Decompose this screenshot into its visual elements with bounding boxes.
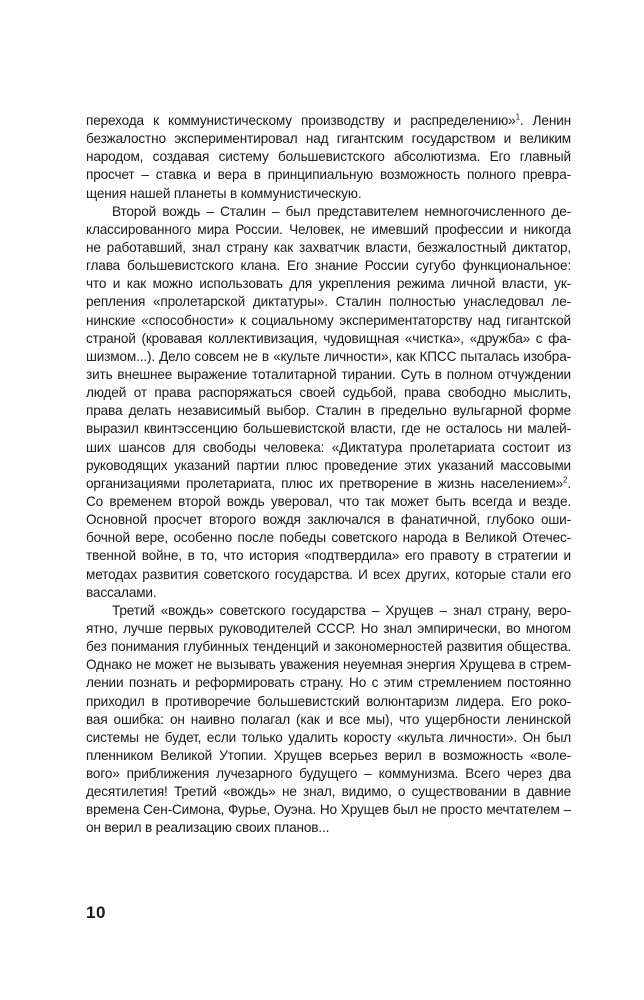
text-line: просчет – ставка и вера в принципиальную возможность полного превра- bbox=[86, 167, 571, 183]
text-line: лении познать и реформировать страну. Но с этим стремлением постоянно bbox=[86, 675, 571, 691]
text-line: перехода к коммунистическому производству и распределению»$^1$. Ленин bbox=[86, 112, 571, 128]
text-line: репления «пролетарской диктатуры». Сталин полностью унаследовал ле- bbox=[86, 294, 571, 310]
text-line: Однако не может не вызывать уважения неуемная энергия Хрущева в стрем- bbox=[86, 657, 571, 673]
text-line: Со временем второй вождь уверовал, что так может быть всегда и везде. bbox=[86, 493, 571, 509]
text-line: страной (кровавая коллективизация, чудовищная «чистка», «дружба» с фа- bbox=[86, 330, 571, 346]
text-line: нинские «способности» к социальному экспериментаторству над гигантской bbox=[86, 312, 571, 328]
text-line: времена Сен-Симона, Фурье, Оуэна. Но Хрущев был не просто мечтателем – bbox=[86, 802, 571, 818]
text-line: вая ошибка: он наивно полагал (как и все мы), что ущербности ленинской bbox=[86, 711, 571, 727]
text-line: приходил в противоречие большевистский волюнтаризм лидера. Его роко- bbox=[86, 693, 571, 709]
text-line: без понимания глубинных тенденций и закономерностей развития общества. bbox=[86, 639, 571, 655]
page-number: 10 bbox=[86, 903, 106, 922]
text-line: пленником Великой Утопии. Хрущев всерьез верил в возможность «воле- bbox=[86, 747, 571, 763]
text-line: народом, создавая систему большевистского абсолютизма. Его главный bbox=[86, 149, 571, 165]
paragraph-first-line: Второй вождь – Сталин – был представителем немногочисленного де- bbox=[112, 203, 571, 219]
text-line: системы не будет, если только удалить коросту «культа личности». Он был bbox=[86, 729, 571, 745]
text-line: руководящих указаний партии плюс проведение этих указаний массовыми bbox=[86, 457, 571, 473]
text-line: не работавший, знал страну как захватчик власти, безжалостный диктатор, bbox=[86, 239, 571, 255]
text-line: шизмом...). Дело совсем не в «культе личности», как КПСС пыталась изобра- bbox=[86, 348, 571, 364]
text-line: твенной войне, в то, что история «подтвердила» его правоту в стратегии и bbox=[86, 548, 571, 564]
text-line: ших шансов для свободы человека: «Диктатура пролетариата состоит из bbox=[86, 439, 571, 455]
text-line: организациями пролетариата, плюс их претворение в жизнь населением»$^2$. bbox=[86, 475, 571, 491]
text-line: бочной вере, особенно после победы советского народа в Великой Отечес- bbox=[86, 530, 571, 546]
text-line: выразил квинтэссенцию большевистской власти, где не осталось ни малей- bbox=[86, 421, 571, 437]
text-line: он верил в реализацию своих планов... bbox=[86, 820, 330, 836]
text-line: зить внешнее выражение тоталитарной тирании. Суть в полном отчуждении bbox=[86, 366, 571, 382]
page-body bbox=[86, 112, 571, 838]
text-line: права делать независимый выбор. Сталин в предельно вульгарной форме bbox=[86, 403, 571, 419]
text-line: глава большевистского клана. Его знание России сугубо функциональное: bbox=[86, 258, 571, 274]
text-line: что и как можно использовать для укрепления режима личной власти, ук- bbox=[86, 276, 571, 292]
text-line: десятилетия! Третий «вождь» не знал, видимо, о существовании в давние bbox=[86, 784, 571, 800]
text-line: вого» приближения лучезарного будущего – коммунизма. Всего через два bbox=[86, 766, 571, 782]
text-line: Основной просчет второго вождя заключался в фанатичной, глубоко оши- bbox=[86, 512, 571, 528]
text-line: вассалами. bbox=[86, 584, 157, 600]
text-line: щения нашей планеты в коммунистическую. bbox=[86, 185, 362, 201]
paragraph-first-line: Третий «вождь» советского государства – Хрущев – знал страну, веро- bbox=[112, 602, 571, 618]
text-line: классированного мира России. Человек, не имевший профессии и никогда bbox=[86, 221, 571, 237]
text-line: методах развития советского государства. И всех других, которые стали его bbox=[86, 566, 571, 582]
footnote-marker: 2 bbox=[563, 475, 568, 485]
text-line: людей от права распоряжаться своей судьбой, права свободно мыслить, bbox=[86, 385, 571, 401]
footnote-marker: 1 bbox=[515, 112, 520, 122]
text-line: безжалостно экспериментировал над гигантским государством и великим bbox=[86, 131, 571, 147]
text-line: ятно, лучше первых руководителей СССР. Но знал эмпирически, во многом bbox=[86, 620, 571, 636]
